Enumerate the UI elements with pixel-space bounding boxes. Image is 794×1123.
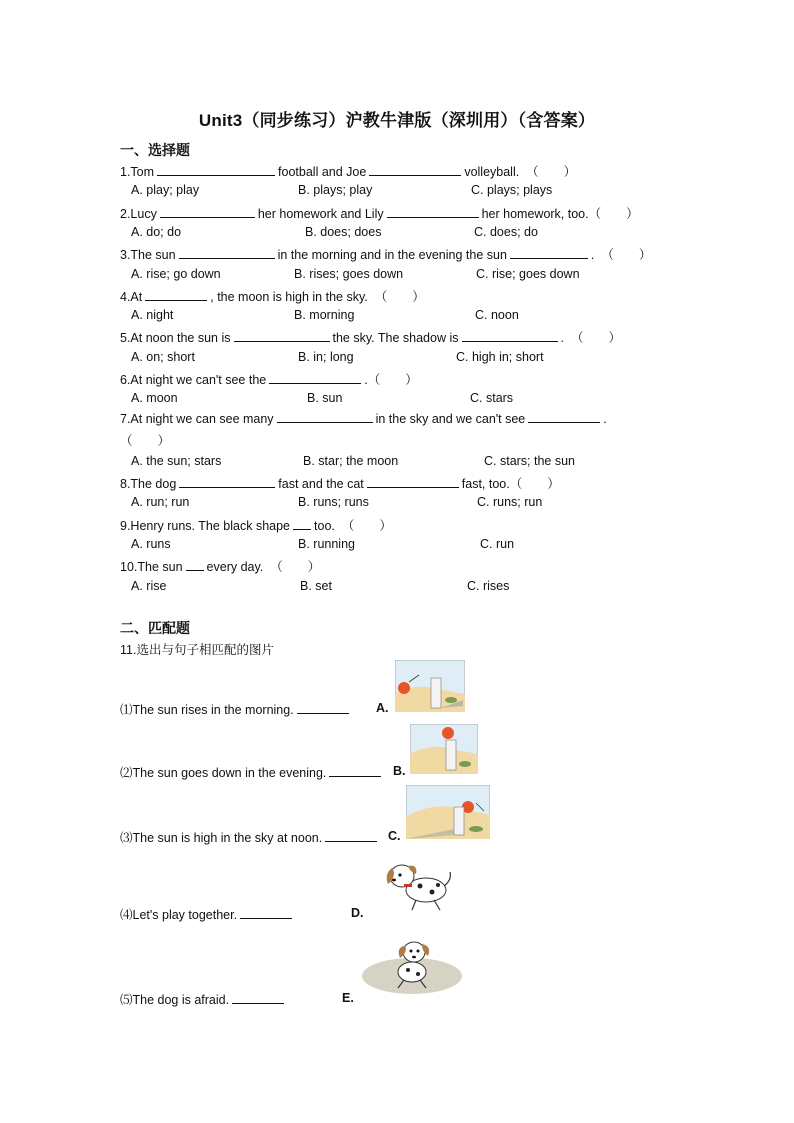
q4-text-b: , the moon is high in the sky. [210,290,368,304]
q9-text-b: too. [314,519,335,533]
match-letter-e: E. [342,991,354,1005]
picture-afraid-dog [360,932,464,998]
q9-blank-1[interactable] [293,518,311,530]
q3-option-c: C. rise; goes down [476,267,580,281]
q10-answer-paren[interactable]: （ ） [270,560,321,574]
match-blank-3[interactable] [325,830,377,842]
picture-sunrise [395,660,465,712]
q5-text-b: the sky. The shadow is [332,331,459,345]
q2-text-b: her homework and Lily [257,207,384,221]
q5-blank-1[interactable] [234,330,330,342]
match-sentence-4: ⑷Let's play together. [120,905,295,923]
question-2 [120,204,639,222]
q1-blank-1[interactable] [157,164,275,176]
q1-blank-2[interactable] [369,164,461,176]
q6-option-a: A. moon [131,391,178,405]
question-7 [120,411,607,426]
q9-option-c: C. run [480,537,515,551]
q7-option-c: C. stars; the sun [484,454,576,468]
q3-blank-1[interactable] [179,247,275,259]
question-8 [120,474,560,492]
q6-answer-paren[interactable]: （ ） [367,373,418,387]
q2-blank-2[interactable] [387,206,479,218]
q4-option-c: C. noon [475,308,519,322]
match-letter-c: C. [388,829,401,843]
q5-text-a: 5.At noon the sun is [120,331,231,345]
q7-option-b: B. star; the moon [303,454,399,468]
q8-option-a: A. run; run [131,495,190,509]
q9-option-b: B. running [298,537,355,551]
picture-noon [410,724,478,774]
q8-answer-paren[interactable]: （ ） [509,477,560,491]
question-5 [120,328,621,346]
match-sentence-2: ⑵The sun goes down in the evening. [120,763,384,781]
q6-option-c: C. stars [470,391,514,405]
q3-text-a: 3.The sun [120,248,176,262]
match-sentence-3: ⑶The sun is high in the sky at noon. [120,828,380,846]
match-letter-b: B. [393,764,406,778]
q8-blank-1[interactable] [179,476,275,488]
question-3 [120,245,651,263]
q2-text-c: her homework, too. [481,207,589,221]
match-blank-4[interactable] [240,907,292,919]
question-9 [120,516,392,534]
q7-text-b: in the sky and we can't see [375,412,526,426]
q1-option-c: C. plays; plays [471,183,553,197]
match-sentence-5: ⑸The dog is afraid. [120,990,287,1008]
match-letter-d: D. [351,906,364,920]
q8-text-c: fast, too. [461,477,510,491]
q9-text-a: 9.Henry runs. The black shape [120,519,291,533]
section-heading-choice: 一、选择题 [120,142,190,158]
q1-option-a: A. play; play [131,183,200,197]
q6-option-b: B. sun [307,391,343,405]
question-11-prompt: 11.选出与句子相匹配的图片 [120,643,274,657]
q4-option-b: B. morning [294,308,355,322]
sun-icon [398,682,410,694]
q3-text-b: in the morning and in the evening the sun [277,248,507,262]
q6-text-b: . [364,373,368,387]
match-letter-a: A. [376,701,389,715]
q6-text-a: 6.At night we can't see the [120,373,267,387]
q6-blank-1[interactable] [269,372,361,384]
q10-option-b: B. set [300,579,332,593]
question-10 [120,557,320,575]
q3-answer-paren[interactable]: （ ） [601,248,652,262]
q1-option-b: B. plays; play [298,183,373,197]
page-title: Unit3（同步练习）沪教牛津版（深圳用）（含答案） [198,111,596,130]
match-sentence-1: ⑴The sun rises in the morning. [120,700,352,718]
q1-text-a: 1.Tom [120,165,155,179]
q3-option-b: B. rises; goes down [294,267,404,281]
q8-blank-2[interactable] [367,476,459,488]
q8-option-c: C. runs; run [477,495,543,509]
q5-option-b: B. in; long [298,350,354,364]
q4-answer-paren[interactable]: （ ） [374,290,425,304]
q3-option-a: A. rise; go down [131,267,221,281]
q2-option-b: B. does; does [305,225,382,239]
q2-text-a: 2.Lucy [120,207,157,221]
q7-blank-1[interactable] [277,411,373,423]
q5-text-c: . [560,331,564,345]
q8-text-a: 8.The dog [120,477,177,491]
q7-text-a: 7.At night we can see many [120,412,274,426]
q2-blank-1[interactable] [160,206,255,218]
picture-playful-dog [380,852,454,914]
match-blank-1[interactable] [297,702,349,714]
question-4 [120,287,425,305]
q10-blank-1[interactable] [186,559,204,571]
q9-option-a: A. runs [131,537,171,551]
section-heading-matching: 二、匹配题 [120,620,190,636]
q4-blank-1[interactable] [145,289,207,301]
q5-blank-2[interactable] [462,330,558,342]
q10-option-a: A. rise [131,579,167,593]
q7-text-c: . [603,412,607,426]
q7-blank-2[interactable] [528,411,600,423]
q1-text-b: football and Joe [278,165,367,179]
q3-text-c: . [590,248,595,262]
q5-answer-paren[interactable]: （ ） [570,331,621,345]
q10-text-a: 10.The sun [120,560,183,574]
q8-option-b: B. runs; runs [298,495,369,509]
q5-option-c: C. high in; short [456,350,544,364]
match-blank-2[interactable] [329,765,381,777]
match-blank-5[interactable] [232,992,284,1004]
picture-sunset [406,785,490,839]
q2-option-a: A. do; do [131,225,182,239]
q8-text-b: fast and the cat [278,477,364,491]
q7-option-a: A. the sun; stars [131,454,222,468]
q4-text-a: 4.At [120,290,143,304]
q10-option-c: C. rises [467,579,510,593]
question-1 [120,162,576,180]
q2-answer-paren[interactable]: （ ） [588,207,639,221]
q7-answer-paren[interactable]: （ ） [120,434,171,448]
q3-blank-2[interactable] [510,247,588,259]
q2-option-c: C. does; do [474,225,538,239]
sun-icon [442,727,454,739]
q5-option-a: A. on; short [131,350,195,364]
q10-text-b: every day. [206,560,264,574]
q4-option-a: A. night [131,308,174,322]
q1-text-c: volleyball. [464,165,520,179]
q9-answer-paren[interactable]: （ ） [341,519,392,533]
q1-answer-paren[interactable]: （ ） [526,165,577,179]
question-6 [120,370,418,388]
